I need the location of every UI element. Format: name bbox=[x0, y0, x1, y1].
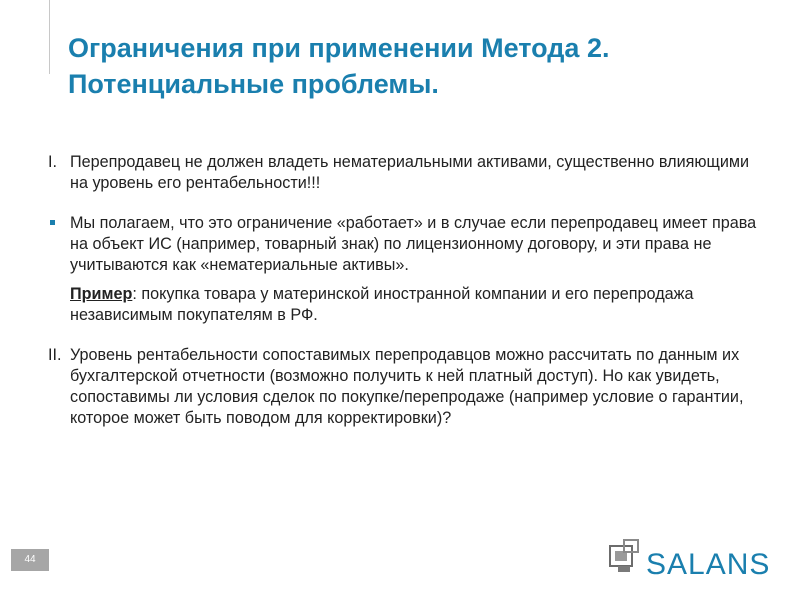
example-paragraph bbox=[48, 284, 768, 326]
salans-logo-mark-icon bbox=[606, 536, 646, 580]
example-label: Пример bbox=[70, 285, 133, 303]
example-text: : покупка товара у материнской иностранной компании и его перепродажа независимым покупателям в РФ. bbox=[70, 285, 694, 324]
slide-title-line-2: Потенциальные проблемы. bbox=[68, 69, 439, 99]
slide-body bbox=[48, 152, 768, 429]
bullet-item bbox=[48, 213, 768, 276]
page-number-badge: 44 bbox=[11, 549, 49, 571]
point-two-marker: II. bbox=[48, 346, 62, 364]
slide-title bbox=[68, 30, 768, 102]
salans-logo bbox=[606, 536, 776, 580]
point-two-text: Уровень рентабельности сопоставимых перепродавцов можно рассчитать по данным их бухгалтерской отчетности (возможно получить к ней платный доступ). Но как увидеть, сопоставимы ли условия сделок по покупке/перепродаже (например условие о гарантии, которое может быть поводом для корректировки)? bbox=[70, 346, 744, 427]
point-one-text: Перепродавец не должен владеть нематериальными активами, существенно влияющими на уровень его рентабельности!!! bbox=[70, 153, 750, 192]
salans-logo-text: SALANS bbox=[646, 548, 771, 581]
point-one-marker: I. bbox=[48, 153, 57, 171]
bullet-item-text: Мы полагаем, что это ограничение «работает» и в случае если перепродавец имеет права на объект ИС (например, товарный знак) по лицензионному договору, и эти права не учитываются как «нематериальные активы». bbox=[70, 214, 757, 274]
point-two bbox=[48, 345, 768, 429]
vertical-divider bbox=[49, 0, 50, 74]
square-bullet-icon bbox=[50, 220, 55, 225]
slide-title-line-1: Ограничения при применении Метода 2. bbox=[68, 33, 610, 63]
point-one bbox=[48, 152, 768, 194]
